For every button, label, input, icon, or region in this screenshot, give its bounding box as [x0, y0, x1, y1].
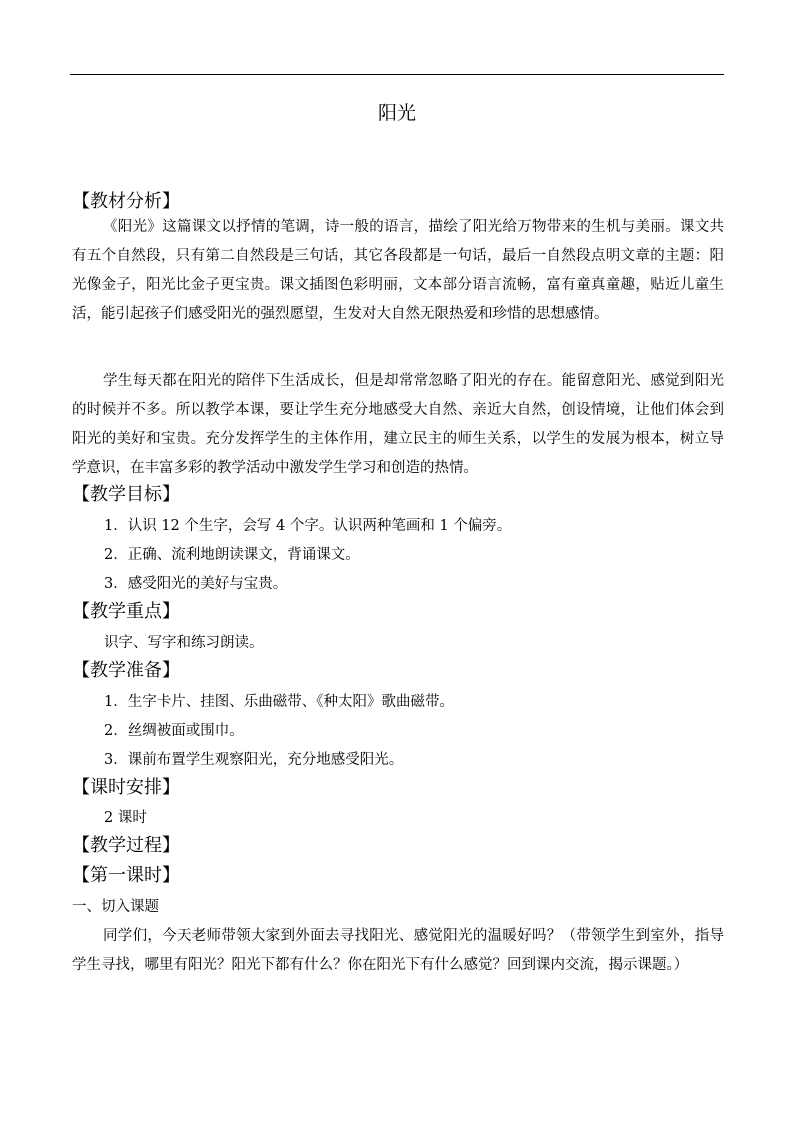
heading-goals: 【教学目标】	[72, 484, 180, 505]
heading-lesson-1: 【第一课时】	[72, 865, 180, 886]
goal-item-2: 2．正确、流利地朗读课文，背诵课文。	[104, 547, 360, 563]
analysis-paragraph-1: 《阳光》这篇课文以抒情的笔调，诗一般的语言，描绘了阳光给万物带来的生机与美丽。课文共有五个自然段，只有第二自然段是三句话，其它各段都是一句话，最后一自然段点明文章的主题：阳光像金子，阳光比金子更宝贵。课文插图色彩明丽，文本部分语言流畅，富有童真童趣，贴近儿童生活，能引起孩子们感受阳光的强烈愿望，生发对大自然无限热爱和珍惜的思想感情。	[72, 219, 724, 322]
heading-prep: 【教学准备】	[72, 660, 180, 681]
heading-analysis: 【教材分析】	[72, 191, 180, 212]
prep-item-3: 3．课前布置学生观察阳光，充分地感受阳光。	[104, 752, 404, 768]
lesson1-paragraph: 同学们，今天老师带领大家到外面去寻找阳光、感觉阳光的温暖好吗？（带领学生到室外，指导学生寻找，哪里有阳光？阳光下都有什么？你在阳光下有什么感觉？回到课内交流，揭示课题。）	[72, 928, 724, 973]
prep-item-1: 1．生字卡片、挂图、乐曲磁带、《种太阳》歌曲磁带。	[104, 694, 454, 710]
header-rule	[70, 74, 724, 75]
goal-item-1: 1．认识 12 个生字，会写 4 个字。认识两种笔画和 1 个偏旁。	[104, 518, 512, 534]
prep-item-2: 2．丝绸被面或围巾。	[104, 723, 244, 739]
step-title-1: 一、切入课题	[72, 899, 159, 915]
heading-process: 【教学过程】	[72, 835, 180, 856]
heading-schedule: 【课时安排】	[72, 777, 180, 798]
analysis-paragraph-2: 学生每天都在阳光的陪伴下生活成长，但是却常常忽略了阳光的存在。能留意阳光、感觉到阳光的时候并不多。所以教学本课，要让学生充分地感受大自然、亲近大自然，创设情境，让他们体会到阳光的美好和宝贵。充分发挥学生的主体作用，建立民主的师生关系，以学生的发展为根本，树立导学意识，在丰富多彩的教学活动中激发学生学习和创造的热情。	[72, 373, 724, 476]
goal-item-3: 3．感受阳光的美好与宝贵。	[104, 576, 288, 592]
focus-text: 识字、写字和练习朗读。	[104, 635, 264, 651]
schedule-text: 2 课时	[104, 810, 147, 826]
heading-focus: 【教学重点】	[72, 601, 180, 622]
document-title: 阳光	[377, 102, 416, 124]
